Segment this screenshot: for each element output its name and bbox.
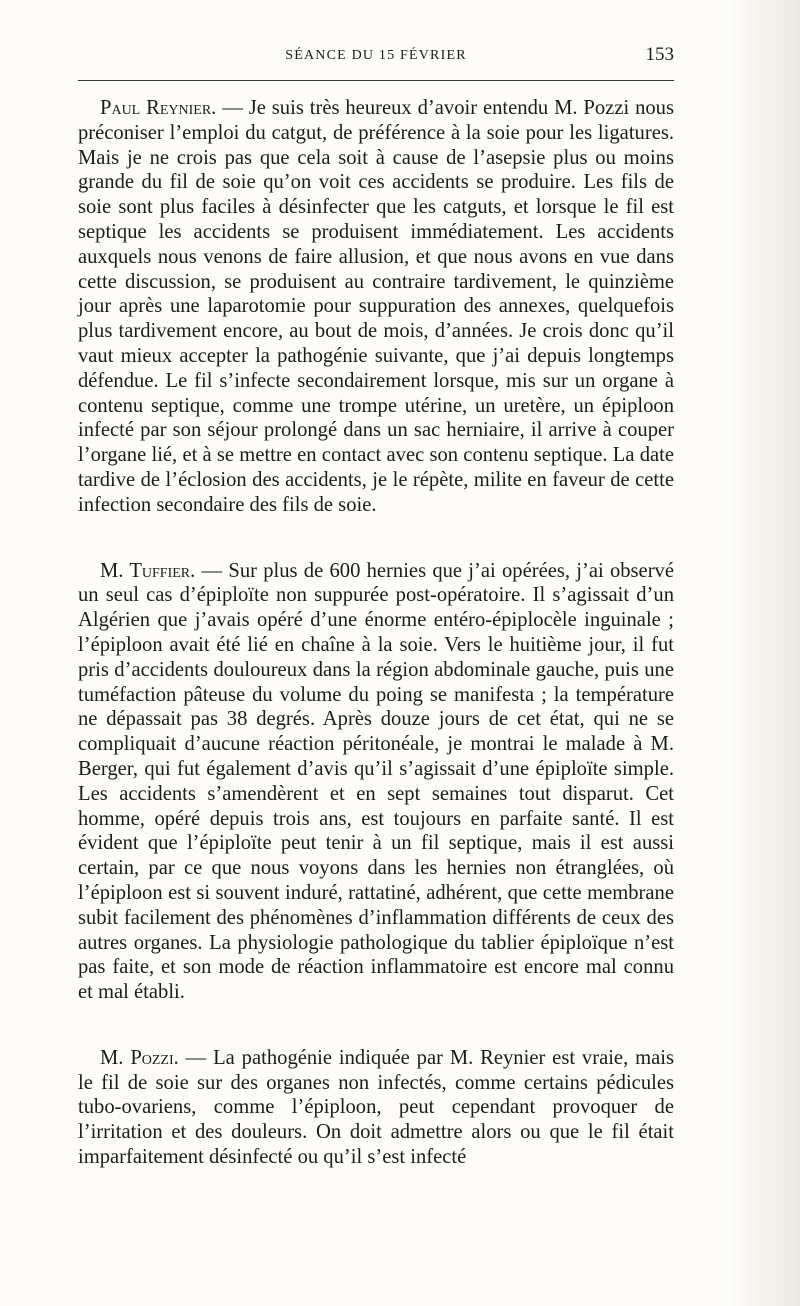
- body-text: [78, 96, 674, 1170]
- running-title: SÉANCE DU 15 FÉVRIER: [285, 48, 467, 63]
- speaker-name: Paul Reynier.: [100, 97, 217, 119]
- speaker-name: M. Pozzi.: [100, 1046, 179, 1069]
- paragraph-tuffier: [78, 559, 674, 1005]
- paragraph-pozzi: [78, 1046, 674, 1170]
- page-edge-shadow: [730, 0, 800, 1306]
- page-number: 153: [645, 44, 674, 65]
- paragraph-text: — Je suis très heureux d’avoir entendu M. Pozzi nous préconiser l’emploi du catgut, de préférence à la soie pour les ligatures. Mais je ne crois pas que cela soit à cause de l’asepsie plus ou moins grande du fil de soie qu’on voit ces accidents se produire. Les fils de soie sont plus faciles à désinfecter que les catguts, et lorsque le fil est septique les accidents se produisent immédiatement. Les accidents auxquels nous venons de faire allusion, et que nous avons en vue dans cette discussion, se produisent au contraire tardivement, le quinzième jour après une laparotomie pour suppuration des annexes, quelquefois plus tardivement encore, au bout de mois, d’années. Je crois donc qu’il vaut mieux accepter la pathogénie suivante, que j’ai depuis longtemps défendue. Le fil s’infecte secondairement lorsque, mis sur un organe à contenu septique, comme une trompe utérine, un uretère, un épiploon infecté par son séjour prolongé dans un sac herniaire, il arrive à couper l’organe lié, et à se mettre en contact avec son contenu septique. La date tardive de l’éclosion des accidents, je le répète, milite en faveur de cette infection secondaire des fils de soie.: [78, 97, 674, 516]
- header-rule: [78, 80, 674, 81]
- paragraph-text: — Sur plus de 600 hernies que j’ai opérées, j’ai observé un seul cas d’épiploïte non suppurée post-opératoire. Il s’agissait d’un Algérien que j’avais opéré d’une énorme entéro-épiplocèle inguinale ; l’épiploon avait été lié en chaîne à la soie. Vers le huitième jour, il fut pris d’accidents douloureux dans la région abdominale gauche, puis une tuméfaction pâteuse du volume du poing se manifesta ; la température ne dépassait pas 38 degrés. Après douze jours de cet état, qui ne se compliquait d’aucune réaction péritonéale, je montrai le malade à M. Berger, qui fut également d’avis qu’il s’agissait d’une épiploïte simple. Les accidents s’amendèrent et en sept semaines tout disparut. Cet homme, opéré depuis trois ans, est toujours en parfaite santé. Il est évident que l’épiploïte peut tenir à un fil septique, mais il est aussi certain, par ce que nous voyons dans les hernies non étranglées, où l’épiploon est si souvent induré, rattatiné, adhérent, que cette membrane subit facilement des phénomènes d’inflammation différents de ceux des autres organes. La physiologie pathologique du tablier épiploïque n’est pas faite, et son mode de réaction inflammatoire est encore mal connu et mal établi.: [78, 559, 674, 1004]
- paragraph-reynier: [78, 96, 674, 518]
- page-header: [78, 44, 674, 74]
- speaker-name: M. Tuffier.: [100, 559, 196, 582]
- paragraph-text: — La pathogénie indiquée par M. Reynier est vraie, mais le fil de soie sur des organes non infectés, comme certains pédicules tubo-ovariens, comme l’épiploon, peut cependant provoquer de l’irritation et des douleurs. On doit admettre alors ou que le fil était imparfaitement désinfecté ou qu’il s’est infecté: [78, 1046, 674, 1169]
